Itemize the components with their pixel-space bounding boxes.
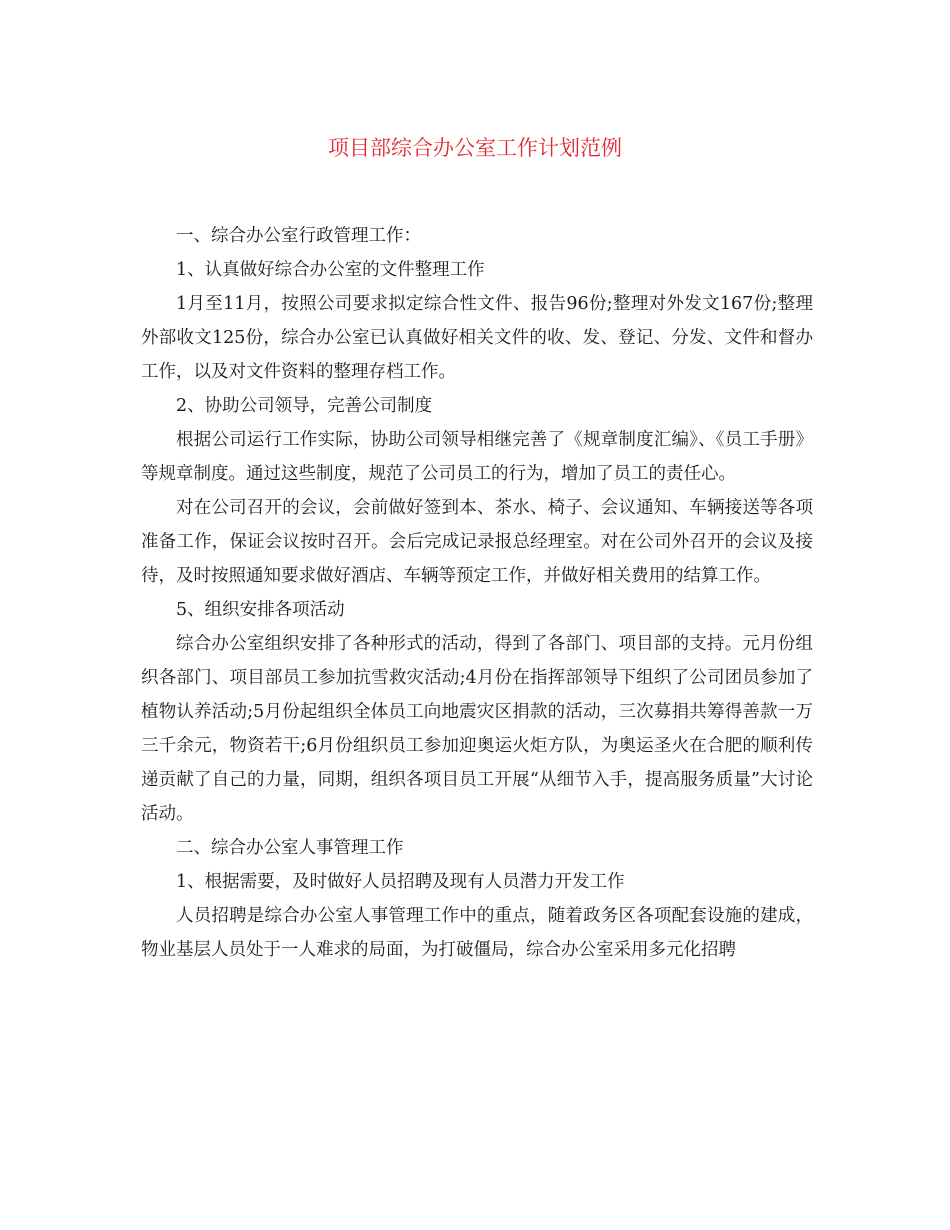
- document-title: 项目部综合办公室工作计划范例: [328, 136, 622, 160]
- subheading-company-rules: 2、协助公司领导，完善公司制度: [176, 396, 433, 416]
- paragraph-company-rules: 根据公司运行工作实际，协助公司领导相继完善了《规章制度汇编》、《员工手册》等规章制度。通过这些制度，规范了公司员工的行为，增加了员工的责任心。: [141, 430, 813, 484]
- subheading-activities: 5、组织安排各项活动: [176, 600, 345, 620]
- paragraph-file-management: 1月至11月，按照公司要求拟定综合性文件、报告96份;整理对外发文167份;整理外部收文125份，综合办公室已认真做好相关文件的收、发、登记、分发、文件和督办工作，以及对文件资料的整理存档工作。: [141, 294, 813, 382]
- subheading-file-management: 1、认真做好综合办公室的文件整理工作: [176, 260, 485, 280]
- section-heading-admin: 一、综合办公室行政管理工作：: [176, 226, 421, 246]
- section-heading-personnel: 二、综合办公室人事管理工作: [176, 838, 404, 858]
- subheading-recruitment: 1、根据需要，及时做好人员招聘及现有人员潜力开发工作: [176, 872, 625, 892]
- document-body: [141, 219, 813, 967]
- paragraph-recruitment: 人员招聘是综合办公室人事管理工作中的重点，随着政务区各项配套设施的建成，物业基层人员处于一人难求的局面，为打破僵局，综合办公室采用多元化招聘: [141, 906, 813, 960]
- paragraph-activities: 综合办公室组织安排了各种形式的活动，得到了各部门、项目部的支持。元月份组织各部门、项目部员工参加抗雪救灾活动;4月份在指挥部领导下组织了公司团员参加了植物认养活动;5月份起组织全体员工向地震灾区捐款的活动，三次募捐共筹得善款一万三千余元，物资若干;6月份组织员工参加迎奥运火炬方队，为奥运圣火在合肥的顺利传递贡献了自己的力量，同期，组织各项目员工开展“从细节入手，提高服务质量”大讨论活动。: [141, 634, 813, 824]
- paragraph-meetings: 对在公司召开的会议，会前做好签到本、茶水、椅子、会议通知、车辆接送等各项准备工作，保证会议按时召开。会后完成记录报总经理室。对在公司外召开的会议及接待，及时按照通知要求做好酒店、车辆等预定工作，并做好相关费用的结算工作。: [141, 498, 813, 586]
